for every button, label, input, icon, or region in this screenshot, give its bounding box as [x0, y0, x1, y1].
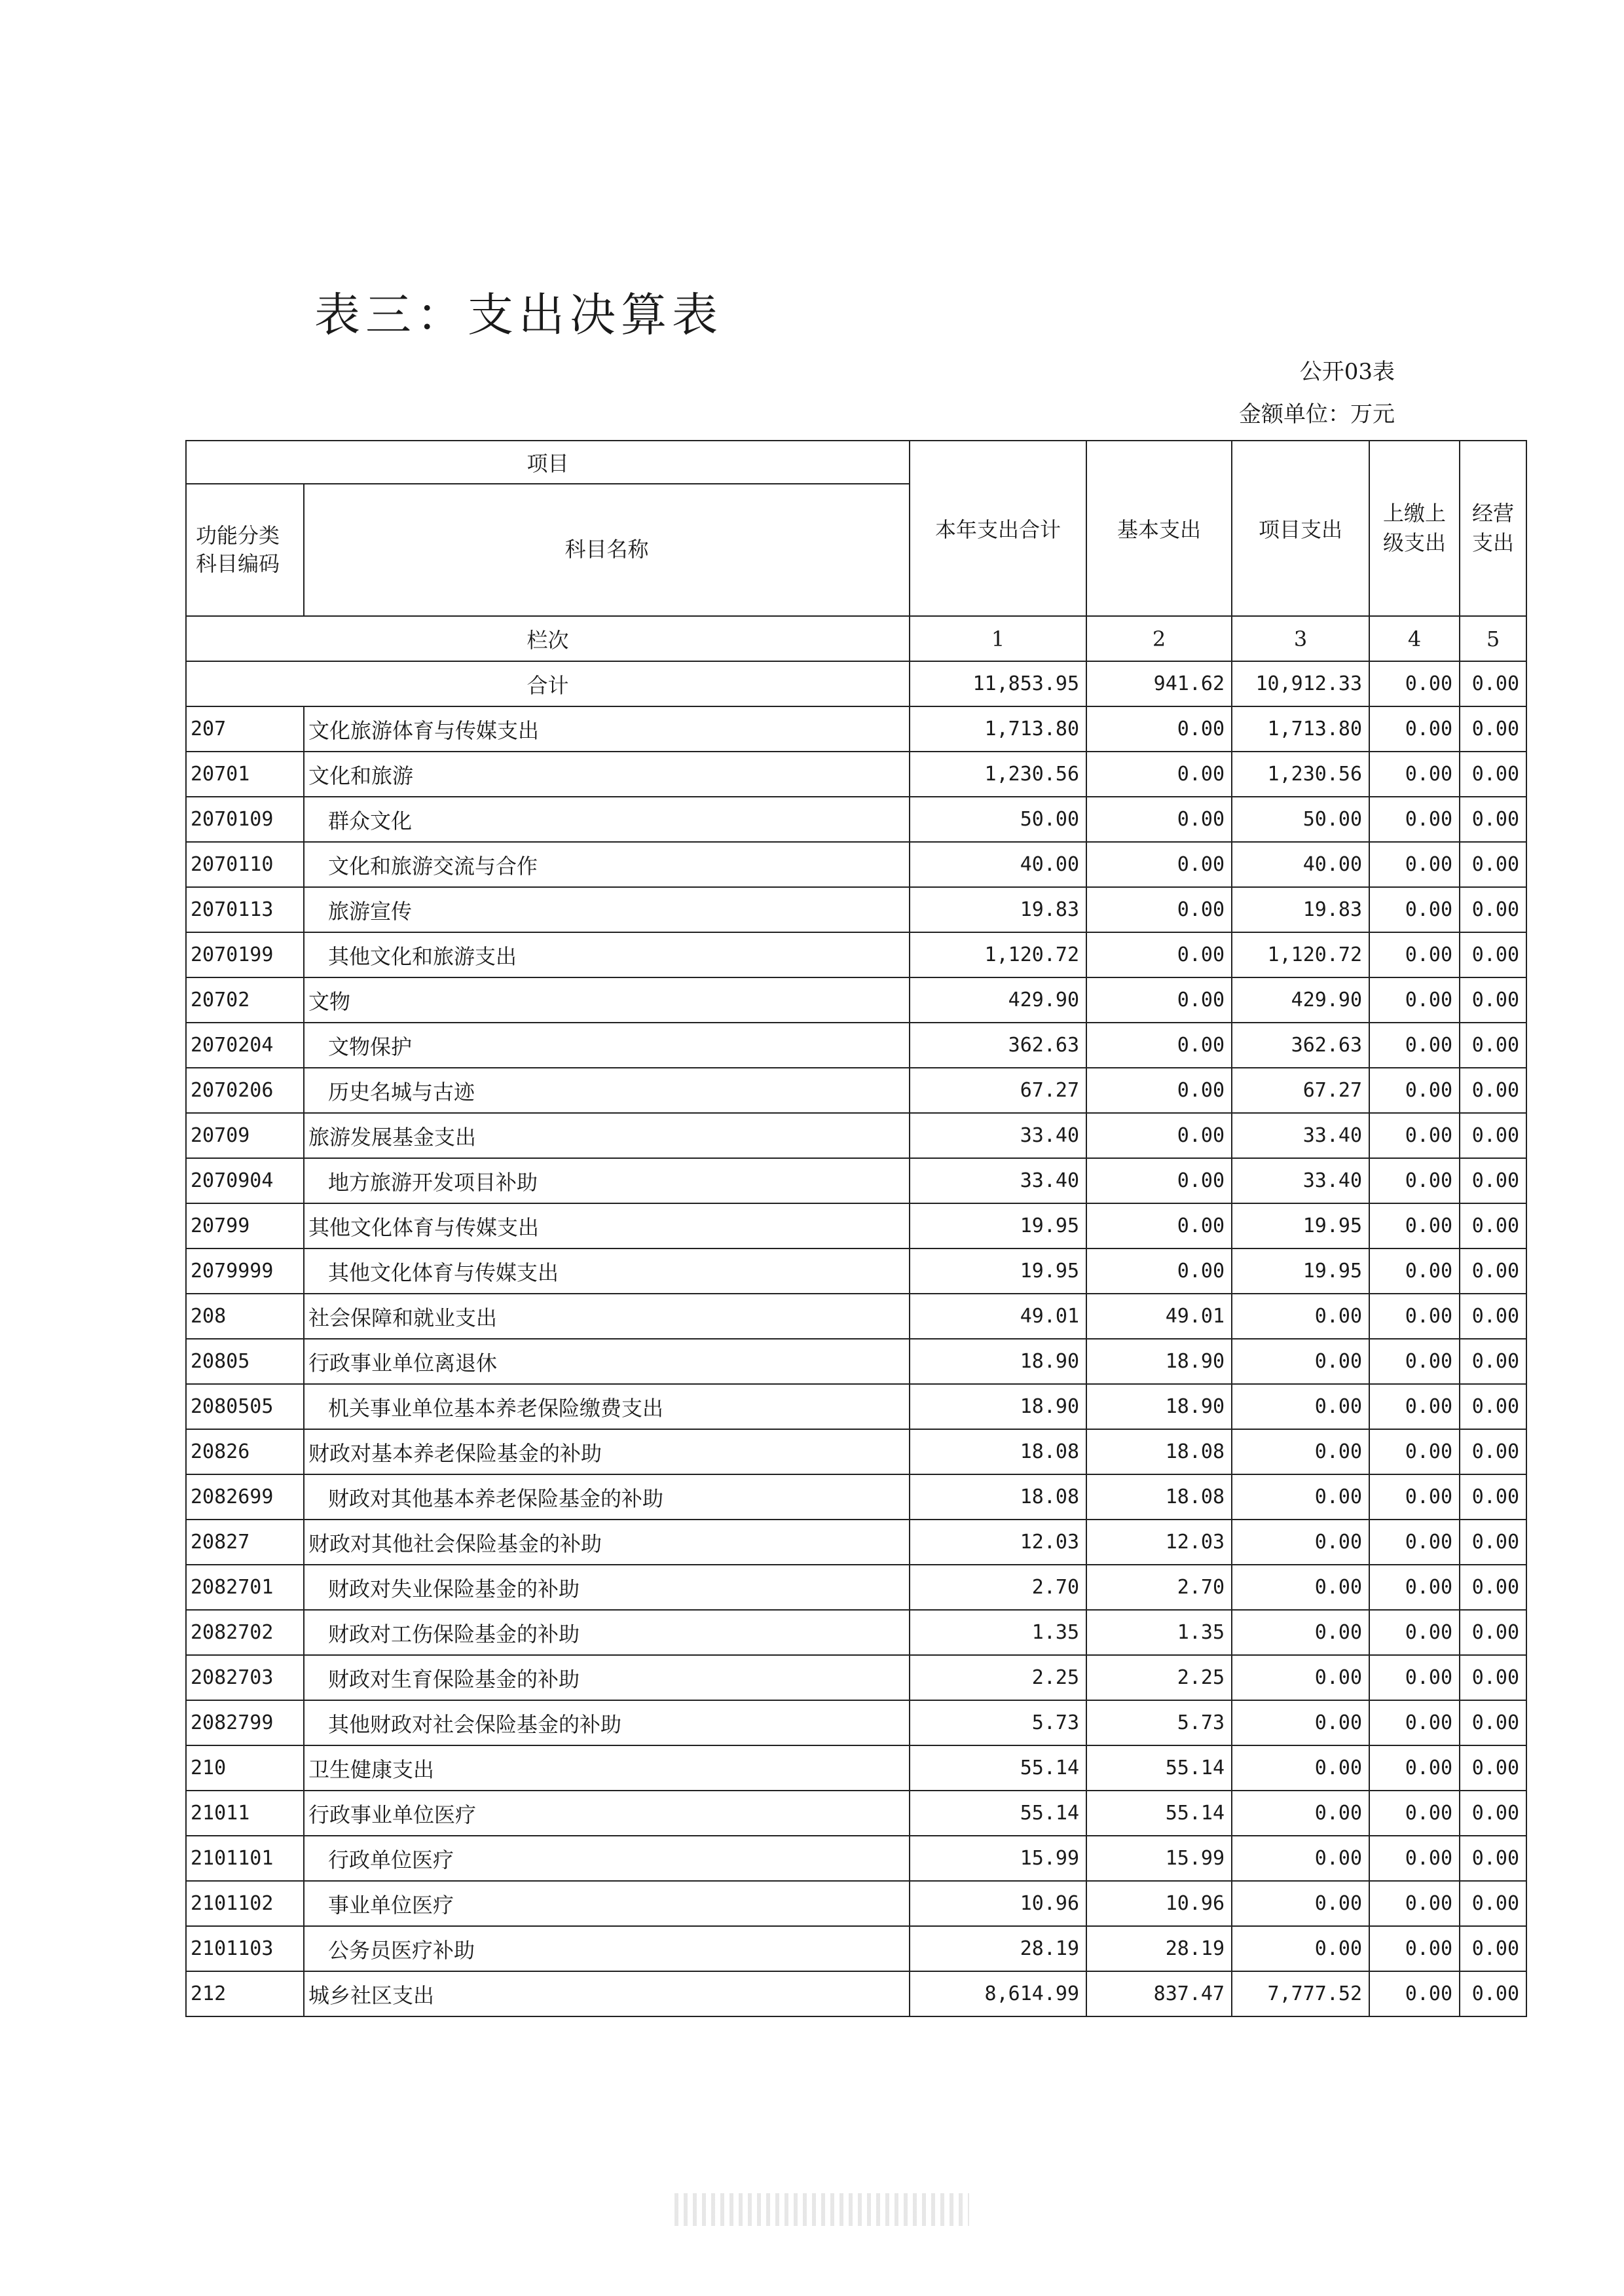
subject-name: 文化旅游体育与传媒支出 [304, 706, 910, 752]
amount-basic: 2.70 [1086, 1565, 1232, 1610]
amount-project: 50.00 [1232, 797, 1369, 842]
subject-name: 行政事业单位医疗 [304, 1791, 910, 1836]
amount-business: 0.00 [1460, 1023, 1526, 1068]
amount-business: 0.00 [1460, 706, 1526, 752]
table-row [186, 1565, 1526, 1610]
subject-code: 2070204 [186, 1023, 304, 1068]
total-project: 10,912.33 [1232, 661, 1369, 706]
header-total: 本年支出合计 [910, 441, 1086, 616]
table-row [186, 1926, 1526, 1971]
subject-name: 其他文化体育与传媒支出 [304, 1248, 910, 1294]
amount-total: 12.03 [910, 1520, 1086, 1565]
amount-total: 8,614.99 [910, 1971, 1086, 2016]
scan-mark [674, 2193, 969, 2226]
amount-upper: 0.00 [1369, 1248, 1460, 1294]
subject-name: 文化和旅游交流与合作 [304, 842, 910, 887]
amount-basic: 10.96 [1086, 1881, 1232, 1926]
amount-business: 0.00 [1460, 1791, 1526, 1836]
amount-business: 0.00 [1460, 1339, 1526, 1384]
table-row [186, 1971, 1526, 2016]
amount-total: 1.35 [910, 1610, 1086, 1655]
amount-total: 33.40 [910, 1158, 1086, 1203]
total-upper: 0.00 [1369, 661, 1460, 706]
table-row [186, 1791, 1526, 1836]
subject-code: 2070199 [186, 932, 304, 977]
header-item: 项目 [186, 441, 910, 484]
amount-project: 67.27 [1232, 1068, 1369, 1113]
subject-code: 2070206 [186, 1068, 304, 1113]
subject-code: 2070109 [186, 797, 304, 842]
amount-upper: 0.00 [1369, 1520, 1460, 1565]
amount-project: 0.00 [1232, 1474, 1369, 1520]
amount-project: 429.90 [1232, 977, 1369, 1023]
amount-project: 0.00 [1232, 1700, 1369, 1745]
amount-business: 0.00 [1460, 1745, 1526, 1791]
table-row [186, 1248, 1526, 1294]
subject-code: 2070113 [186, 887, 304, 932]
amount-upper: 0.00 [1369, 977, 1460, 1023]
table-row [186, 1068, 1526, 1113]
amount-project: 0.00 [1232, 1745, 1369, 1791]
amount-upper: 0.00 [1369, 1971, 1460, 2016]
amount-project: 1,713.80 [1232, 706, 1369, 752]
amount-upper: 0.00 [1369, 1113, 1460, 1158]
table-row [186, 1203, 1526, 1248]
amount-basic: 15.99 [1086, 1836, 1232, 1881]
subject-code: 20805 [186, 1339, 304, 1384]
amount-basic: 12.03 [1086, 1520, 1232, 1565]
amount-upper: 0.00 [1369, 1700, 1460, 1745]
form-number: 公开03表 [1299, 359, 1395, 385]
subject-name: 行政单位医疗 [304, 1836, 910, 1881]
table-row [186, 932, 1526, 977]
amount-project: 19.95 [1232, 1248, 1369, 1294]
subject-code: 20826 [186, 1429, 304, 1474]
amount-business: 0.00 [1460, 1565, 1526, 1610]
amount-basic: 5.73 [1086, 1700, 1232, 1745]
subject-name: 群众文化 [304, 797, 910, 842]
subject-code: 2070904 [186, 1158, 304, 1203]
total-business: 0.00 [1460, 661, 1526, 706]
amount-project: 40.00 [1232, 842, 1369, 887]
amount-project: 33.40 [1232, 1113, 1369, 1158]
amount-upper: 0.00 [1369, 1339, 1460, 1384]
subject-name: 财政对生育保险基金的补助 [304, 1655, 910, 1700]
table-row [186, 1429, 1526, 1474]
subject-name: 公务员医疗补助 [304, 1926, 910, 1971]
amount-upper: 0.00 [1369, 1203, 1460, 1248]
table-row [186, 1158, 1526, 1203]
amount-total: 18.90 [910, 1384, 1086, 1429]
table-row [186, 1881, 1526, 1926]
table-row [186, 706, 1526, 752]
table-row [186, 1700, 1526, 1745]
amount-total: 18.08 [910, 1474, 1086, 1520]
amount-project: 19.83 [1232, 887, 1369, 932]
subject-name: 城乡社区支出 [304, 1971, 910, 2016]
amount-business: 0.00 [1460, 1520, 1526, 1565]
amount-project: 7,777.52 [1232, 1971, 1369, 2016]
subject-name: 文化和旅游 [304, 752, 910, 797]
amount-upper: 0.00 [1369, 1791, 1460, 1836]
amount-total: 10.96 [910, 1881, 1086, 1926]
amount-upper: 0.00 [1369, 1158, 1460, 1203]
amount-upper: 0.00 [1369, 1836, 1460, 1881]
subject-code: 2082703 [186, 1655, 304, 1700]
amount-project: 0.00 [1232, 1881, 1369, 1926]
subject-name: 旅游发展基金支出 [304, 1113, 910, 1158]
header-name: 科目名称 [304, 484, 910, 616]
amount-basic: 18.08 [1086, 1474, 1232, 1520]
amount-total: 18.08 [910, 1429, 1086, 1474]
subject-name: 机关事业单位基本养老保险缴费支出 [304, 1384, 910, 1429]
amount-upper: 0.00 [1369, 1384, 1460, 1429]
subject-name: 历史名城与古迹 [304, 1068, 910, 1113]
amount-total: 33.40 [910, 1113, 1086, 1158]
column-index: 2 [1086, 616, 1232, 661]
amount-project: 1,120.72 [1232, 932, 1369, 977]
amount-basic: 55.14 [1086, 1791, 1232, 1836]
amount-business: 0.00 [1460, 1113, 1526, 1158]
amount-project: 0.00 [1232, 1565, 1369, 1610]
subject-code: 21011 [186, 1791, 304, 1836]
subject-name: 文物 [304, 977, 910, 1023]
amount-upper: 0.00 [1369, 1610, 1460, 1655]
table-row [186, 1384, 1526, 1429]
amount-business: 0.00 [1460, 1248, 1526, 1294]
amount-basic: 0.00 [1086, 1158, 1232, 1203]
amount-total: 55.14 [910, 1791, 1086, 1836]
amount-upper: 0.00 [1369, 1565, 1460, 1610]
amount-total: 40.00 [910, 842, 1086, 887]
subject-code: 208 [186, 1294, 304, 1339]
amount-basic: 55.14 [1086, 1745, 1232, 1791]
amount-basic: 28.19 [1086, 1926, 1232, 1971]
amount-business: 0.00 [1460, 1610, 1526, 1655]
table-row [186, 1023, 1526, 1068]
subject-code: 212 [186, 1971, 304, 2016]
subject-name: 事业单位医疗 [304, 1881, 910, 1926]
amount-basic: 0.00 [1086, 977, 1232, 1023]
amount-upper: 0.00 [1369, 1474, 1460, 1520]
table-body [186, 706, 1526, 2016]
amount-business: 0.00 [1460, 1384, 1526, 1429]
amount-upper: 0.00 [1369, 752, 1460, 797]
amount-basic: 0.00 [1086, 1023, 1232, 1068]
amount-upper: 0.00 [1369, 1023, 1460, 1068]
amount-total: 1,230.56 [910, 752, 1086, 797]
amount-project: 0.00 [1232, 1520, 1369, 1565]
total-row [186, 661, 1526, 706]
amount-project: 0.00 [1232, 1339, 1369, 1384]
table-row [186, 752, 1526, 797]
header-project: 项目支出 [1232, 441, 1369, 616]
amount-basic: 0.00 [1086, 706, 1232, 752]
amount-unit: 金额单位：万元 [1239, 401, 1395, 428]
amount-basic: 0.00 [1086, 1113, 1232, 1158]
subject-code: 2079999 [186, 1248, 304, 1294]
amount-upper: 0.00 [1369, 1068, 1460, 1113]
subject-name: 其他文化和旅游支出 [304, 932, 910, 977]
subject-code: 20827 [186, 1520, 304, 1565]
table-row [186, 1655, 1526, 1700]
amount-project: 0.00 [1232, 1926, 1369, 1971]
amount-upper: 0.00 [1369, 1429, 1460, 1474]
column-index: 1 [910, 616, 1086, 661]
amount-basic: 0.00 [1086, 932, 1232, 977]
amount-upper: 0.00 [1369, 797, 1460, 842]
table-row [186, 1474, 1526, 1520]
amount-basic: 0.00 [1086, 752, 1232, 797]
table-row [186, 887, 1526, 932]
amount-business: 0.00 [1460, 1474, 1526, 1520]
table-row [186, 1113, 1526, 1158]
amount-business: 0.00 [1460, 1429, 1526, 1474]
amount-basic: 18.90 [1086, 1384, 1232, 1429]
amount-total: 55.14 [910, 1745, 1086, 1791]
table-row [186, 842, 1526, 887]
subject-name: 文物保护 [304, 1023, 910, 1068]
amount-business: 0.00 [1460, 752, 1526, 797]
subject-name: 财政对基本养老保险基金的补助 [304, 1429, 910, 1474]
amount-upper: 0.00 [1369, 1294, 1460, 1339]
amount-business: 0.00 [1460, 1158, 1526, 1203]
amount-basic: 0.00 [1086, 1248, 1232, 1294]
subject-code: 20701 [186, 752, 304, 797]
amount-total: 1,713.80 [910, 706, 1086, 752]
page-title: 表三：支出决算表 [314, 288, 723, 342]
amount-business: 0.00 [1460, 842, 1526, 887]
amount-upper: 0.00 [1369, 842, 1460, 887]
amount-basic: 837.47 [1086, 1971, 1232, 2016]
amount-project: 0.00 [1232, 1610, 1369, 1655]
amount-total: 49.01 [910, 1294, 1086, 1339]
subject-code: 20702 [186, 977, 304, 1023]
subject-name: 卫生健康支出 [304, 1745, 910, 1791]
table-row [186, 1339, 1526, 1384]
amount-total: 2.25 [910, 1655, 1086, 1700]
amount-project: 0.00 [1232, 1655, 1369, 1700]
subject-code: 20799 [186, 1203, 304, 1248]
column-index: 3 [1232, 616, 1369, 661]
column-index: 4 [1369, 616, 1460, 661]
column-index: 5 [1460, 616, 1526, 661]
amount-basic: 2.25 [1086, 1655, 1232, 1700]
amount-total: 19.95 [910, 1203, 1086, 1248]
amount-upper: 0.00 [1369, 932, 1460, 977]
subject-name: 旅游宣传 [304, 887, 910, 932]
amount-basic: 49.01 [1086, 1294, 1232, 1339]
amount-basic: 18.08 [1086, 1429, 1232, 1474]
amount-upper: 0.00 [1369, 887, 1460, 932]
amount-business: 0.00 [1460, 1926, 1526, 1971]
subject-code: 2101102 [186, 1881, 304, 1926]
table-row [186, 1294, 1526, 1339]
table-row [186, 977, 1526, 1023]
subject-code: 2082701 [186, 1565, 304, 1610]
subject-name: 行政事业单位离退休 [304, 1339, 910, 1384]
header-basic: 基本支出 [1086, 441, 1232, 616]
amount-basic: 1.35 [1086, 1610, 1232, 1655]
subject-code: 2080505 [186, 1384, 304, 1429]
subject-code: 2070110 [186, 842, 304, 887]
amount-basic: 0.00 [1086, 1068, 1232, 1113]
amount-business: 0.00 [1460, 1068, 1526, 1113]
amount-business: 0.00 [1460, 1655, 1526, 1700]
amount-total: 50.00 [910, 797, 1086, 842]
subject-code: 210 [186, 1745, 304, 1791]
amount-business: 0.00 [1460, 1836, 1526, 1881]
subject-code: 2082699 [186, 1474, 304, 1520]
amount-upper: 0.00 [1369, 1745, 1460, 1791]
amount-total: 1,120.72 [910, 932, 1086, 977]
table-row [186, 1836, 1526, 1881]
amount-business: 0.00 [1460, 1881, 1526, 1926]
amount-project: 0.00 [1232, 1294, 1369, 1339]
expenditure-table [185, 440, 1527, 2017]
amount-total: 18.90 [910, 1339, 1086, 1384]
amount-total: 28.19 [910, 1926, 1086, 1971]
amount-total: 2.70 [910, 1565, 1086, 1610]
amount-upper: 0.00 [1369, 1655, 1460, 1700]
header-upper: 上缴上级支出 [1369, 441, 1460, 616]
amount-upper: 0.00 [1369, 1881, 1460, 1926]
amount-total: 19.83 [910, 887, 1086, 932]
subject-code: 2101103 [186, 1926, 304, 1971]
subject-code: 2082799 [186, 1700, 304, 1745]
amount-business: 0.00 [1460, 977, 1526, 1023]
table-row [186, 797, 1526, 842]
amount-total: 15.99 [910, 1836, 1086, 1881]
subject-name: 财政对失业保险基金的补助 [304, 1565, 910, 1610]
amount-project: 33.40 [1232, 1158, 1369, 1203]
total-label: 合计 [186, 661, 910, 706]
table-row [186, 1520, 1526, 1565]
amount-project: 362.63 [1232, 1023, 1369, 1068]
amount-business: 0.00 [1460, 797, 1526, 842]
amount-project: 0.00 [1232, 1429, 1369, 1474]
amount-business: 0.00 [1460, 1700, 1526, 1745]
subject-name: 地方旅游开发项目补助 [304, 1158, 910, 1203]
amount-business: 0.00 [1460, 1971, 1526, 2016]
amount-basic: 0.00 [1086, 797, 1232, 842]
subject-name: 财政对其他基本养老保险基金的补助 [304, 1474, 910, 1520]
amount-total: 362.63 [910, 1023, 1086, 1068]
subject-name: 财政对工伤保险基金的补助 [304, 1610, 910, 1655]
table-row [186, 1745, 1526, 1791]
amount-total: 67.27 [910, 1068, 1086, 1113]
amount-basic: 0.00 [1086, 887, 1232, 932]
amount-business: 0.00 [1460, 887, 1526, 932]
amount-basic: 0.00 [1086, 1203, 1232, 1248]
subject-code: 2101101 [186, 1836, 304, 1881]
column-index-label: 栏次 [186, 616, 910, 661]
total-amount: 11,853.95 [910, 661, 1086, 706]
amount-project: 0.00 [1232, 1836, 1369, 1881]
subject-name: 财政对其他社会保险基金的补助 [304, 1520, 910, 1565]
amount-basic: 0.00 [1086, 842, 1232, 887]
amount-project: 0.00 [1232, 1384, 1369, 1429]
amount-basic: 18.90 [1086, 1339, 1232, 1384]
header-business: 经营支出 [1460, 441, 1526, 616]
header-code: 功能分类科目编码 [186, 484, 304, 616]
amount-business: 0.00 [1460, 1203, 1526, 1248]
amount-business: 0.00 [1460, 932, 1526, 977]
amount-total: 429.90 [910, 977, 1086, 1023]
table-row [186, 1610, 1526, 1655]
amount-total: 19.95 [910, 1248, 1086, 1294]
amount-total: 5.73 [910, 1700, 1086, 1745]
subject-name: 其他财政对社会保险基金的补助 [304, 1700, 910, 1745]
subject-code: 20709 [186, 1113, 304, 1158]
amount-upper: 0.00 [1369, 706, 1460, 752]
amount-business: 0.00 [1460, 1294, 1526, 1339]
subject-name: 社会保障和就业支出 [304, 1294, 910, 1339]
subject-code: 207 [186, 706, 304, 752]
total-basic: 941.62 [1086, 661, 1232, 706]
amount-project: 0.00 [1232, 1791, 1369, 1836]
subject-code: 2082702 [186, 1610, 304, 1655]
amount-project: 1,230.56 [1232, 752, 1369, 797]
amount-project: 19.95 [1232, 1203, 1369, 1248]
amount-upper: 0.00 [1369, 1926, 1460, 1971]
subject-name: 其他文化体育与传媒支出 [304, 1203, 910, 1248]
